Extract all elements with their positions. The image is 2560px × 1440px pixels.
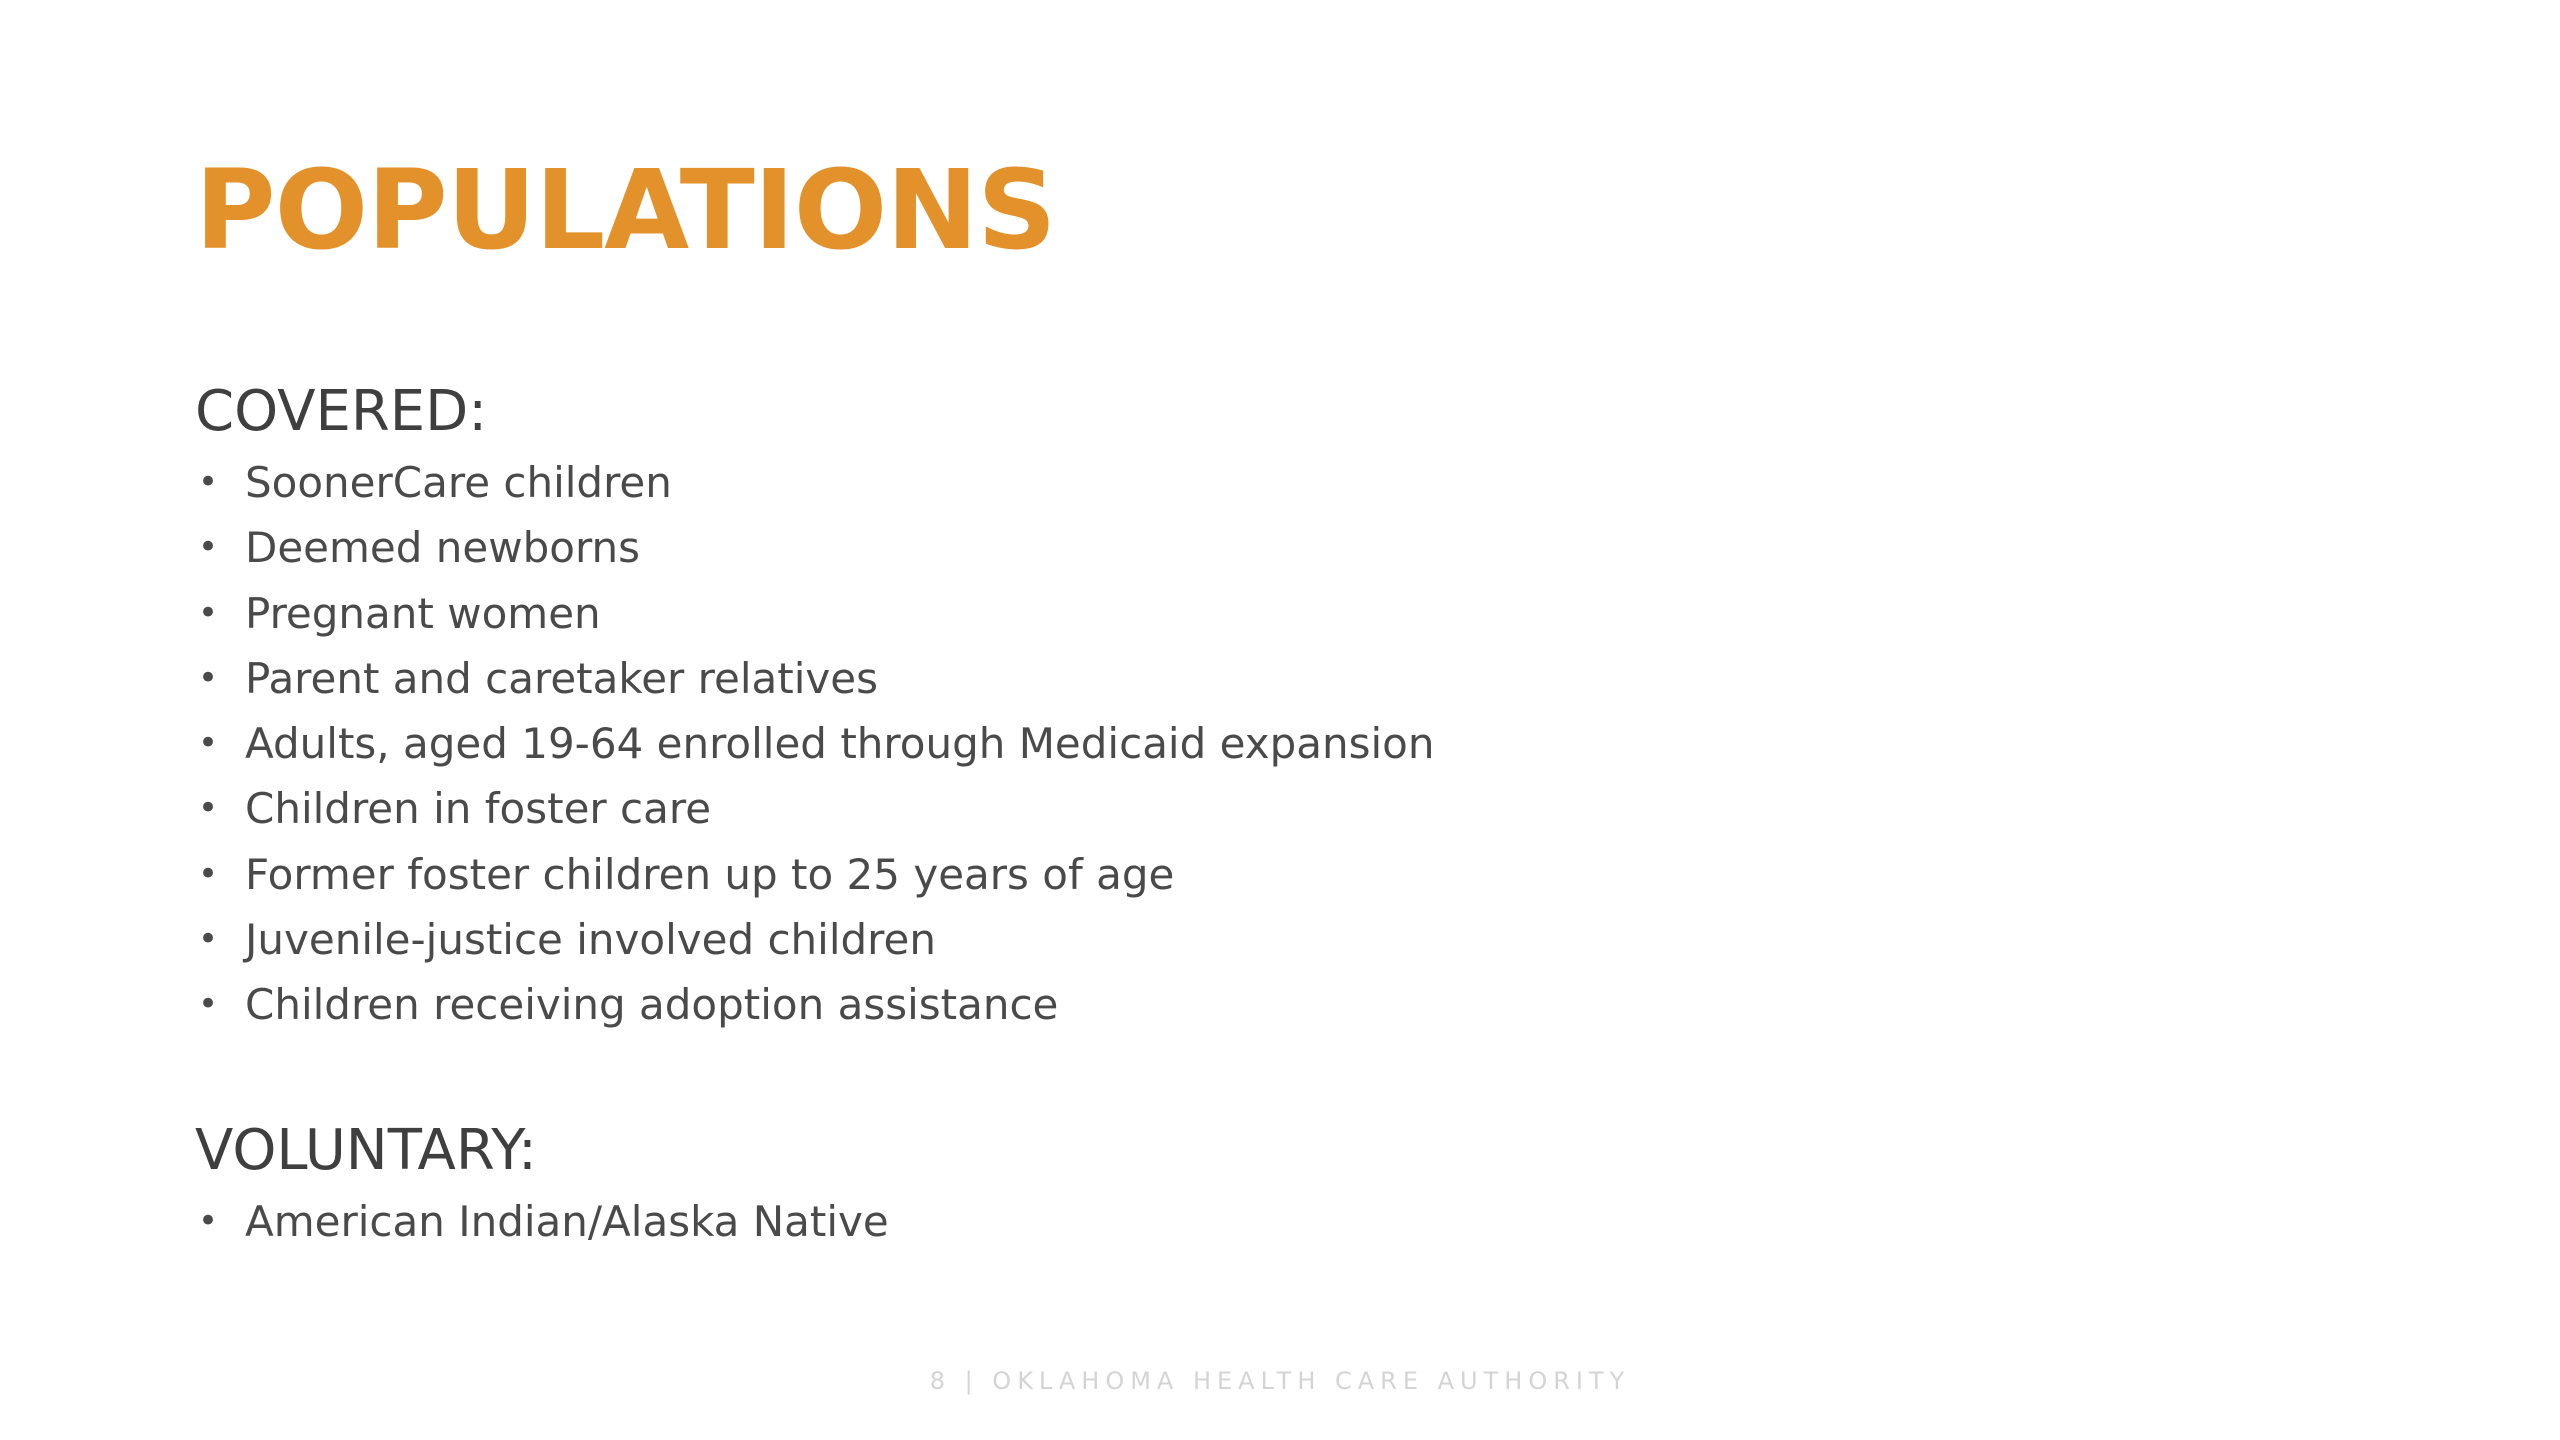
- list-item: [195, 515, 1434, 580]
- list-item: [195, 842, 1434, 907]
- bullet-icon: •: [198, 1201, 219, 1241]
- covered-list: [195, 450, 1434, 1038]
- list-item: [195, 776, 1434, 841]
- list-item: [195, 646, 1434, 711]
- bullet-icon: •: [198, 919, 219, 960]
- list-item-text: Deemed newborns: [245, 523, 640, 573]
- bullet-icon: •: [198, 853, 219, 894]
- bullet-icon: •: [198, 723, 219, 764]
- covered-section: [195, 374, 1434, 1038]
- list-item-text: Juvenile-justice involved children: [245, 915, 936, 965]
- bullet-icon: •: [198, 462, 219, 502]
- list-item: [195, 450, 1434, 515]
- list-item-text: Children in foster care: [245, 784, 712, 834]
- voluntary-section: [195, 1113, 889, 1254]
- list-item-text: Parent and caretaker relatives: [245, 653, 878, 703]
- voluntary-list: [195, 1189, 889, 1254]
- bullet-icon: •: [198, 788, 219, 829]
- list-item-text: American Indian/Alaska Native: [245, 1197, 889, 1246]
- list-item: [195, 907, 1434, 972]
- list-item-text: Adults, aged 19-64 enrolled through Medicaid expansion: [245, 719, 1435, 769]
- covered-heading: COVERED:: [195, 379, 488, 444]
- list-item-text: Pregnant women: [245, 588, 601, 638]
- list-item: [195, 1189, 889, 1254]
- slide-footer: 8 | OKLAHOMA HEALTH CARE AUTHORITY: [929, 1367, 1631, 1395]
- bullet-icon: •: [198, 592, 219, 633]
- list-item-text: SoonerCare children: [245, 458, 672, 507]
- slide-title: POPULATIONS: [195, 146, 1056, 274]
- list-item: [195, 711, 1434, 776]
- list-item-text: Children receiving adoption assistance: [245, 980, 1059, 1030]
- bullet-icon: •: [198, 657, 219, 698]
- bullet-icon: •: [198, 527, 219, 568]
- list-item: [195, 972, 1434, 1037]
- list-item: [195, 581, 1434, 646]
- list-item-text: Former foster children up to 25 years of age: [245, 849, 1175, 899]
- voluntary-heading: VOLUNTARY:: [195, 1118, 537, 1183]
- bullet-icon: •: [198, 984, 219, 1025]
